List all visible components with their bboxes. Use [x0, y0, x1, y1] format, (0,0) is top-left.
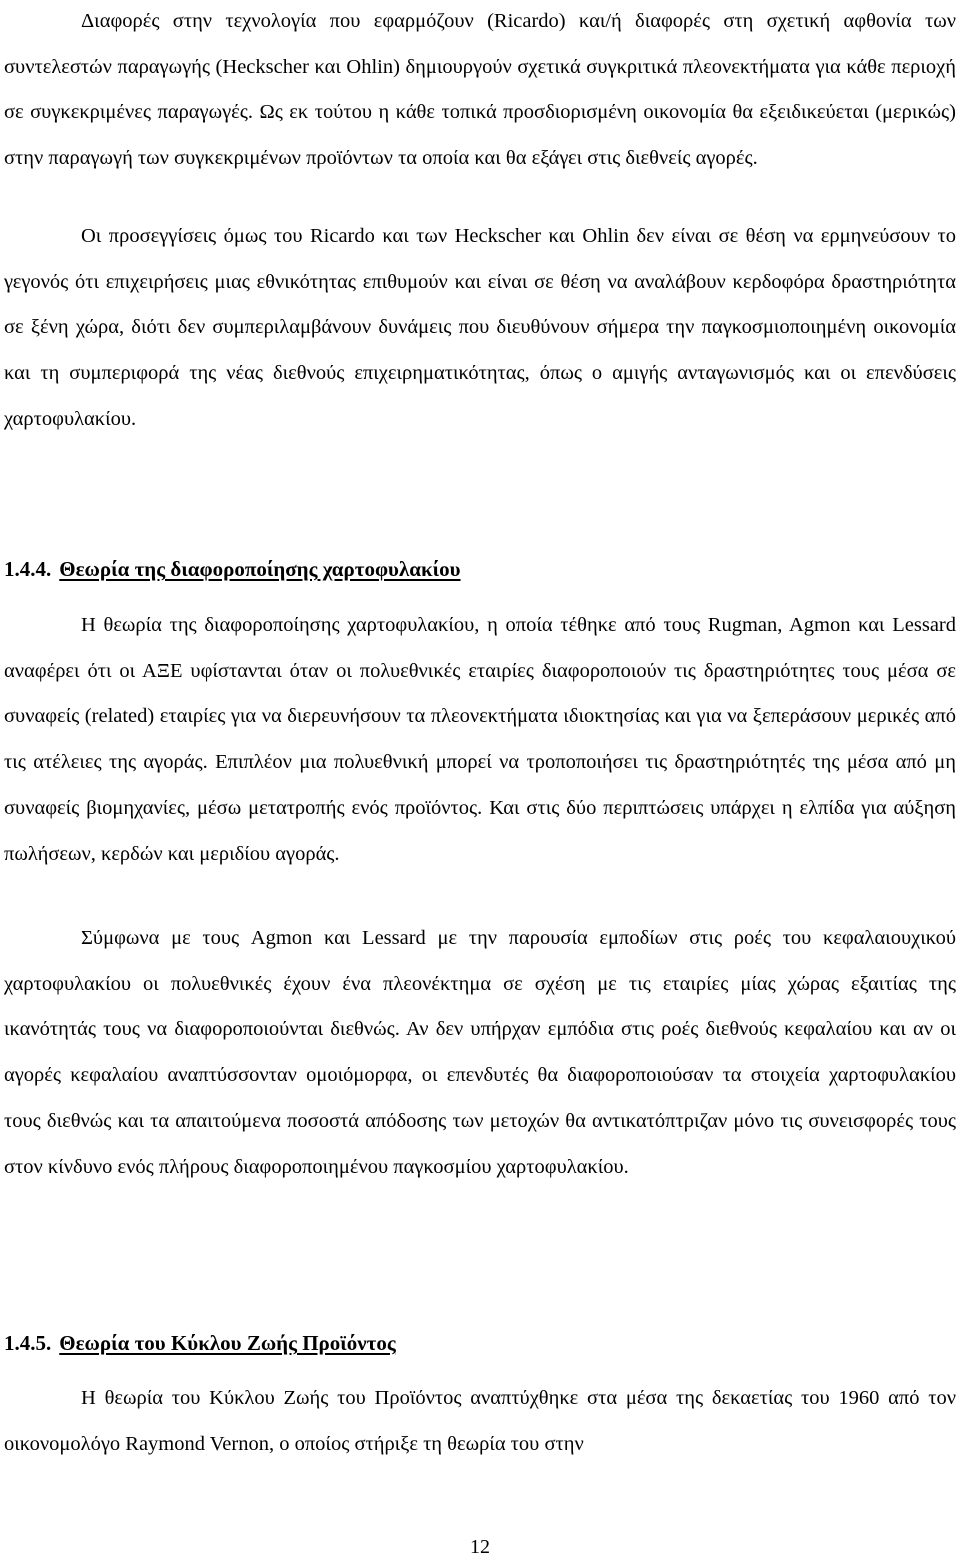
paragraph-text: Διαφορές στην τεχνολογία που εφαρμόζουν (Ricardo) και/ή διαφορές στη σχετική αφθονία των συντελεστών παραγωγής (Heckscher και Ohlin) δημιουργούν σχετικά συγκριτικά πλεονεκτήματα για κάθε περιοχή σε συγκεκριμένες παραγωγές. Ως εκ τούτου η κάθε τοπικά προσδιορισμένη οικονομία θα εξειδικεύεται (μερικώς) στην παραγωγή των συγκεκριμένων προϊόντων τα οποία και θα εξάγει στις διεθνείς αγορές. [4, 10, 956, 170]
section-title: Θεωρία του Κύκλου Ζωής Προϊόντος [59, 1331, 396, 1355]
paragraph-text: Σύμφωνα με τους Agmon και Lessard με την παρουσία εμποδίων στις ροές του κεφαλαιουχικού χαρτοφυλακίου οι πολυεθνικές έχουν ένα πλεονέκτημα σε σχέση με τις εταιρίες μίας χώρας εξαιτίας της ικανότητάς τους να διαφοροποιούνται διεθνώς. Αν δεν υπήρχαν εμπόδια στις ροές διεθνούς κεφαλαίου και αν οι αγορές κεφαλαίου αναπτύσσονταν ομοιόμορφα, οι επενδυτές θα διαφοροποιούσαν τα στοιχεία χαρτοφυλακίου τους διεθνώς και τα απαιτούμενα ποσοστά απόδοσης των μετοχών θα αντικατόπτριζαν μόνο τις συνεισφορές τους στον κίνδυνο ενός πλήρους διαφοροποιημένου παγκοσμίου χαρτοφυλακίου. [4, 927, 956, 1178]
paragraph-approaches-limitations [4, 214, 956, 443]
paragraph-portfolio-diversification-theory [4, 603, 956, 877]
paragraph-agmon-lessard [4, 916, 956, 1190]
page-number: 12 [470, 1536, 490, 1558]
section-number: 1.4.5. [4, 1331, 52, 1355]
section-heading-1-4-4 [4, 554, 461, 584]
section-title: Θεωρία της διαφοροποίησης χαρτοφυλακίου [59, 557, 461, 581]
section-heading-1-4-5 [4, 1328, 396, 1358]
paragraph-ricardo-heckscher-ohlin [4, 0, 956, 182]
paragraph-text: Οι προσεγγίσεις όμως του Ricardo και των Heckscher και Ohlin δεν είναι σε θέση να ερμηνεύσουν το γεγονός ότι επιχειρήσεις μιας εθνικότητας επιθυμούν και είναι σε θέση να αναλάβουν κερδοφόρα δραστηριότητα σε ξένη χώρα, διότι δεν συμπεριλαμβάνουν δυνάμεις που διευθύνουν σήμερα την παγκοσμιοποιημένη οικονομία και τη συμπεριφορά της νέας διεθνούς επιχειρηματικότητας, όπως ο αμιγής ανταγωνισμός και οι επενδύσεις χαρτοφυλακίου. [4, 225, 956, 430]
paragraph-text: Η θεωρία της διαφοροποίησης χαρτοφυλακίου, η οποία τέθηκε από τους Rugman, Agmon και Lessard αναφέρει ότι οι ΑΞΕ υφίστανται όταν οι πολυεθνικές εταιρίες διαφοροποιούν τις δραστηριότητες τους μέσα σε συναφείς (related) εταιρίες για να διερευνήσουν τα πλεονεκτήματα ιδιοκτησίας και για να ξεπεράσουν μερικές από τις ατέλειες της αγοράς. Επιπλέον μια πολυεθνική μπορεί να τροποποιήσει τις δραστηριότητές της μέσα από μη συναφείς βιομηχανίες, μέσω μετατροπής ενός προϊόντος. Και στις δύο περιπτώσεις υπάρχει η ελπίδα για αύξηση πωλήσεων, κερδών και μεριδίου αγοράς. [4, 614, 956, 865]
section-number: 1.4.4. [4, 557, 52, 581]
paragraph-text: Η θεωρία του Κύκλου Ζωής του Προϊόντος αναπτύχθηκε στα μέσα της δεκαετίας του 1960 από τον οικονομολόγο Raymond Vernon, ο οποίος στήριξε τη θεωρία του στην [4, 1387, 956, 1455]
paragraph-product-life-cycle [4, 1376, 956, 1467]
